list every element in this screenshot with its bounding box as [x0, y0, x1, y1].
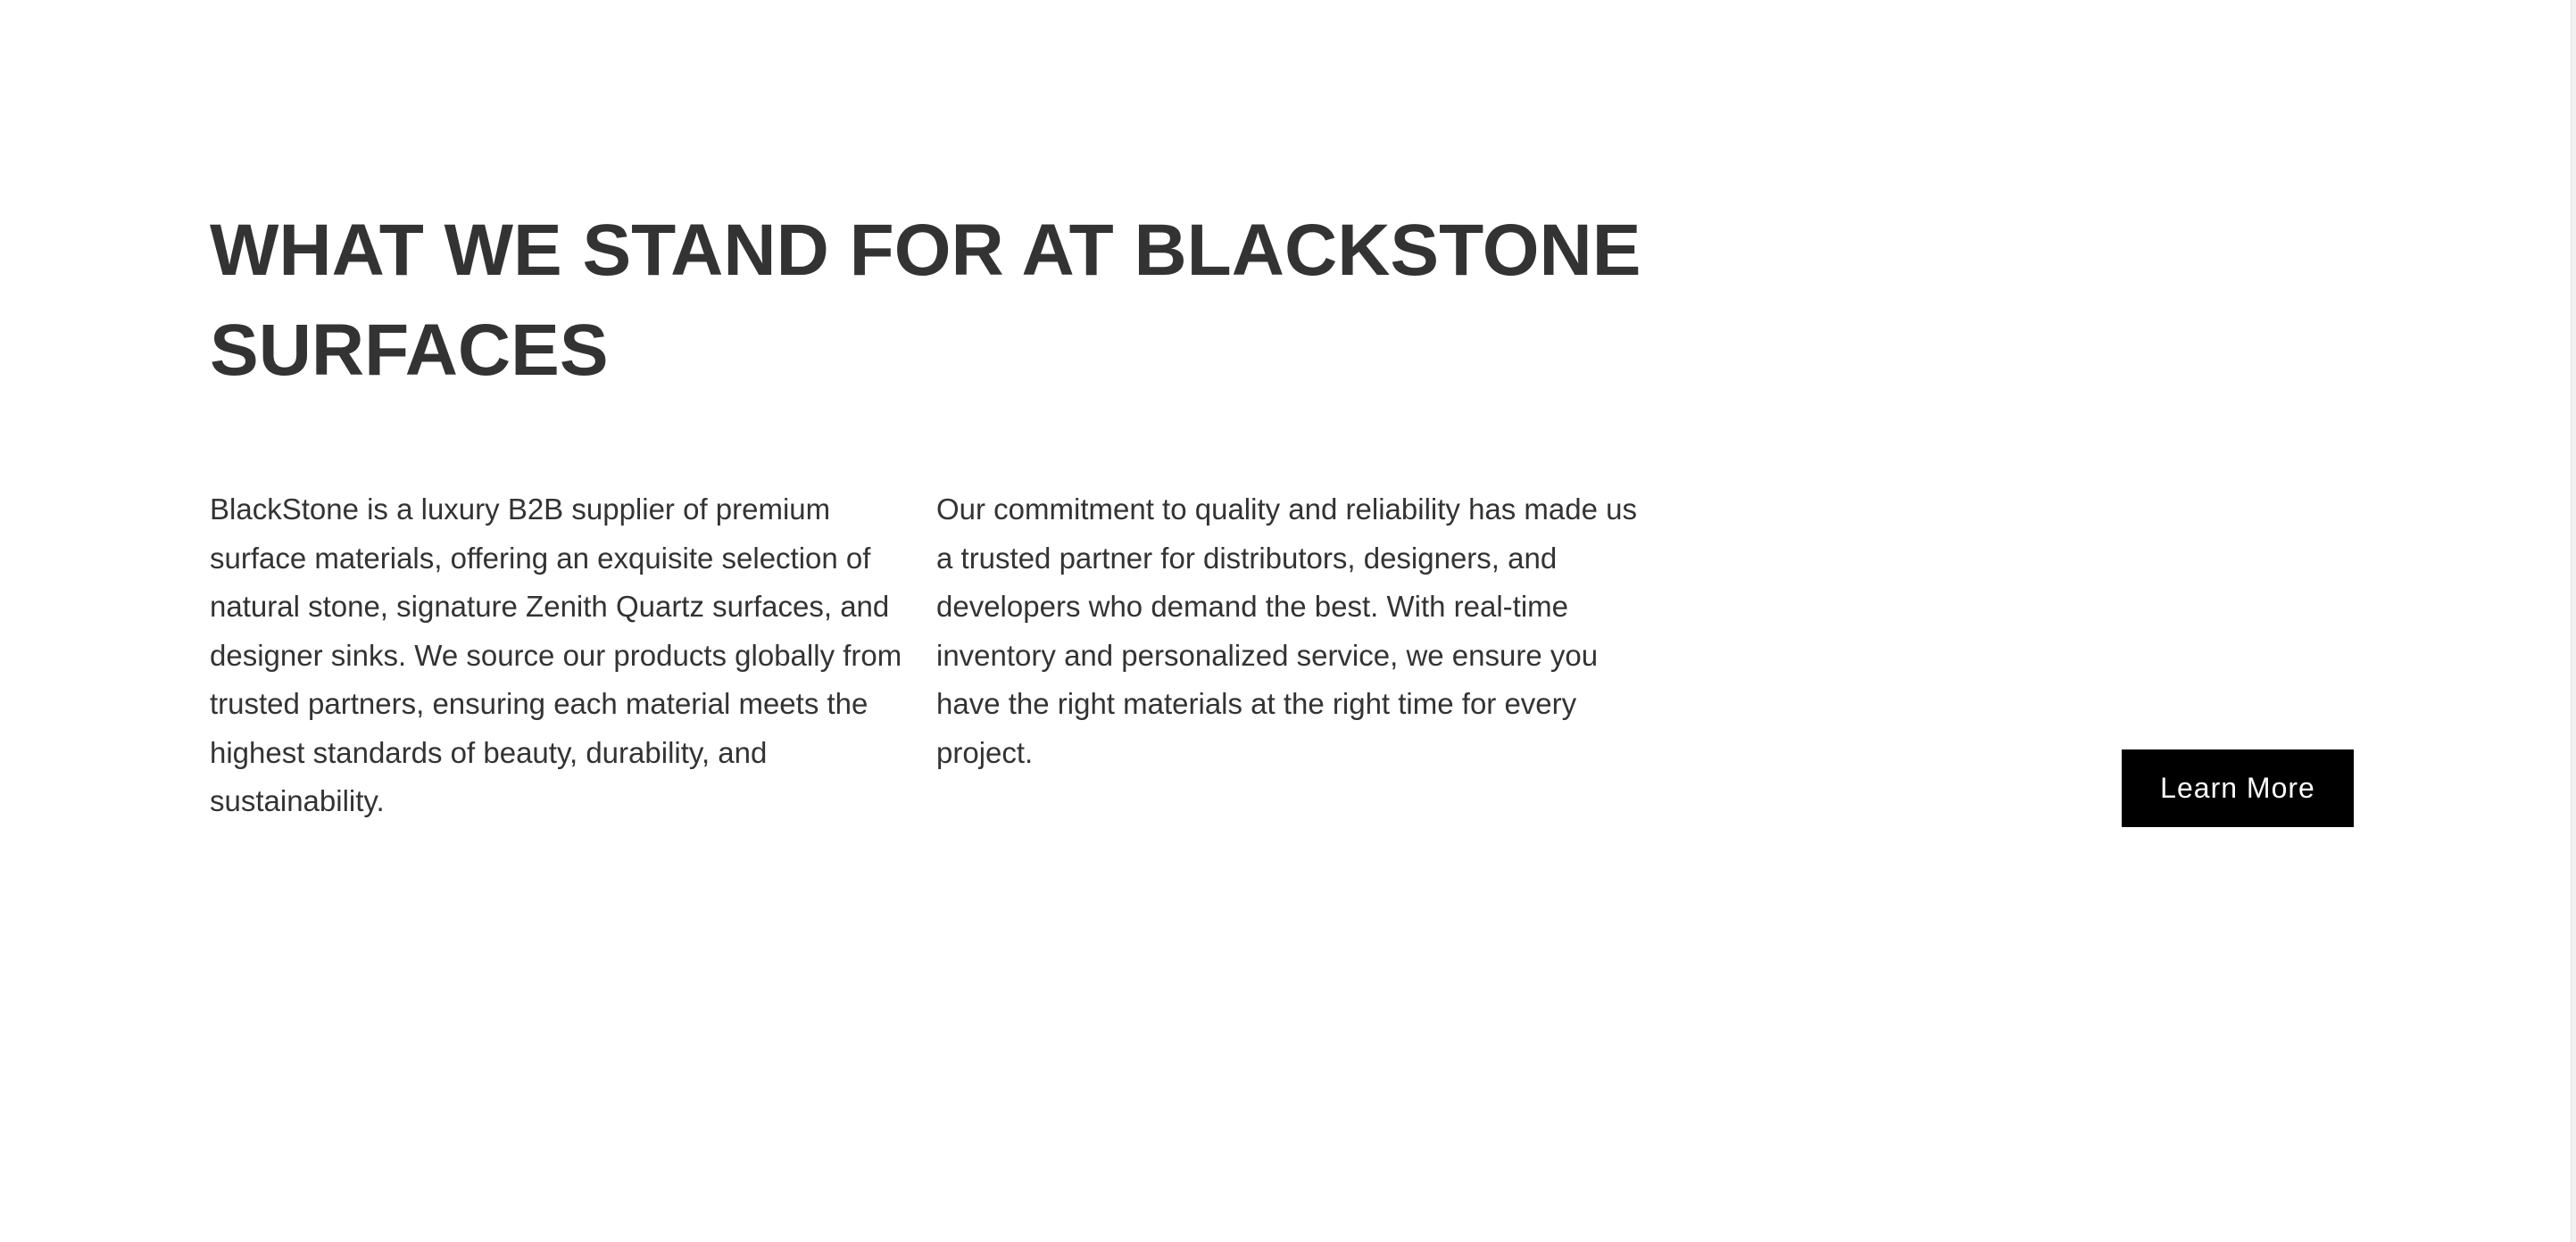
about-paragraph-right: Our commitment to quality and reliability has made us a trusted partner for distributors, designers, and developers who demand the best. With real-time inventory and personalized service, we ensure you have the right materials at the right time for every project.: [936, 493, 1638, 769]
about-paragraph-left: BlackStone is a luxury B2B supplier of premium surface materials, offering an exquisite selection of natural stone, signature Zenith Quartz surfaces, and designer sinks. We source our products globally from trusted partners, ensuring each material meets the highest standards of beauty, durability, and sustainability.: [210, 493, 902, 817]
learn-more-button[interactable]: Learn More: [2122, 749, 2354, 827]
scrollbar[interactable]: [2571, 0, 2576, 1242]
section-title: WHAT WE STAND FOR AT BLACKSTONE SURFACES: [210, 210, 1641, 391]
